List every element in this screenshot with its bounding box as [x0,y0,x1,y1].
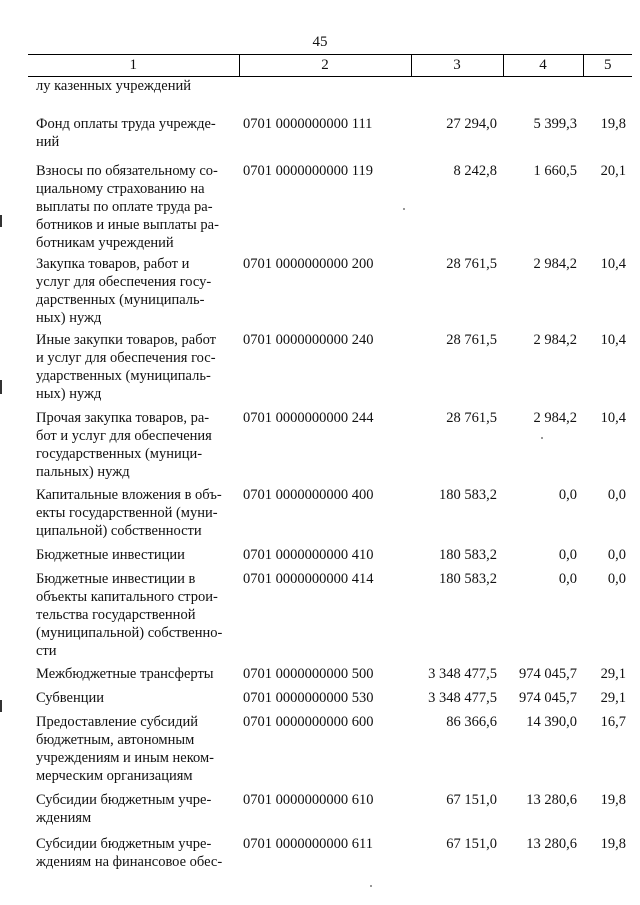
scan-speck [403,208,405,210]
row-code [239,77,411,115]
row-plan: 67 151,0 [446,791,497,808]
scan-margin-mark [0,215,2,227]
table-row [28,331,632,409]
row-percent: 10,4 [600,255,626,272]
table-row [28,77,632,115]
row-code: 0701 0000000000 400 [243,486,374,503]
row-name: Предоставление субсидий бюджетным, автономным учреждениям и иным неком- мерческим организациям [36,713,214,784]
row-plan: 8 242,8 [453,162,497,179]
scan-speck [541,437,543,439]
row-code: 0701 0000000000 414 [243,570,374,587]
row-code: 0701 0000000000 600 [243,713,374,730]
page-number: 45 [312,34,328,50]
table-row [28,115,632,162]
row-name: Субвенции [36,689,104,706]
row-percent: 10,4 [600,409,626,426]
row-name: Иные закупки товаров, работ и услуг для обеспечения гос- ударственных (муниципаль- ных) нужд [36,331,217,402]
row-code: 0701 0000000000 119 [243,162,373,179]
row-plan: 86 366,6 [446,713,497,730]
row-actual: 0,0 [558,570,577,587]
row-name: Закупка товаров, работ и услуг для обеспечения госу- дарственных (муниципаль- ных) нужд [36,255,212,326]
row-actual: 0,0 [558,546,577,563]
table-row [28,835,632,879]
header-col-3: 3 [411,55,503,77]
row-name: Межбюджетные трансферты [36,665,214,682]
row-actual: 0,0 [558,486,577,503]
table-body [28,77,632,879]
row-percent: 19,8 [600,835,626,852]
row-name: Субсидии бюджетным учре- ждениям [36,791,212,826]
row-actual: 2 984,2 [533,331,577,348]
table-row [28,713,632,791]
table-header [28,55,632,77]
row-actual: 2 984,2 [533,409,577,426]
row-name: Фонд оплаты труда учрежде- ний [36,115,216,150]
row-percent: 19,8 [600,791,626,808]
table-row [28,689,632,713]
header-col-4: 4 [503,55,583,77]
header-col-5: 5 [583,55,632,77]
table-row [28,791,632,835]
row-percent: 19,8 [600,115,626,132]
table-row [28,486,632,546]
row-actual: 1 660,5 [533,162,577,179]
table-row [28,570,632,665]
row-percent: 0,0 [607,486,626,503]
scan-speck [370,885,372,887]
row-name: Субсидии бюджетным учре- ждениям на финансовое обес- [36,835,223,870]
budget-table [28,54,632,879]
row-actual: 974 045,7 [519,689,577,706]
row-plan: 27 294,0 [446,115,497,132]
scan-margin-mark [0,380,2,394]
row-plan: 180 583,2 [439,486,497,503]
row-plan: 180 583,2 [439,546,497,563]
row-percent: 29,1 [600,689,626,706]
row-percent [583,77,632,115]
header-col-1: 1 [28,55,239,77]
budget-table-container [28,54,632,879]
row-percent: 0,0 [607,570,626,587]
header-row [28,55,632,77]
row-code: 0701 0000000000 530 [243,689,374,706]
table-row [28,409,632,486]
row-percent: 0,0 [607,546,626,563]
scan-margin-mark [0,700,2,712]
row-actual: 13 280,6 [526,835,577,852]
table-row [28,546,632,570]
table-row [28,162,632,255]
row-code: 0701 0000000000 111 [243,115,373,132]
row-code: 0701 0000000000 240 [243,331,374,348]
row-plan: 3 348 477,5 [428,665,497,682]
row-actual: 13 280,6 [526,791,577,808]
row-name: Взносы по обязательному со- циальному страхованию на выплаты по оплате труда ра- ботников и иные выплаты ра- ботникам учреждений [36,162,219,251]
row-name: Бюджетные инвестиции в объекты капитального строи- тельства государственной (муниципальной) собственно- сти [36,570,223,659]
row-plan: 67 151,0 [446,835,497,852]
table-row [28,665,632,689]
row-plan: 180 583,2 [439,570,497,587]
row-percent: 16,7 [600,713,626,730]
row-percent: 10,4 [600,331,626,348]
row-plan [411,77,503,115]
row-plan: 3 348 477,5 [428,689,497,706]
row-name: лу казенных учреждений [36,78,192,94]
row-actual [503,77,583,115]
row-code: 0701 0000000000 244 [243,409,374,426]
row-percent: 20,1 [600,162,626,179]
header-col-2: 2 [239,55,411,77]
row-actual: 14 390,0 [526,713,577,730]
row-code: 0701 0000000000 610 [243,791,374,808]
row-code: 0701 0000000000 410 [243,546,374,563]
table-row [28,255,632,331]
row-percent: 29,1 [600,665,626,682]
row-actual: 974 045,7 [519,665,577,682]
row-code: 0701 0000000000 200 [243,255,374,272]
row-name: Капитальные вложения в объ- екты государственной (муни- ципальной) собственности [36,486,222,539]
row-actual: 2 984,2 [533,255,577,272]
row-plan: 28 761,5 [446,409,497,426]
row-name: Бюджетные инвестиции [36,546,185,563]
row-plan: 28 761,5 [446,255,497,272]
row-name: Прочая закупка товаров, ра- бот и услуг для обеспечения государственных (муници- пальных) нужд [36,409,212,480]
row-actual: 5 399,3 [533,115,577,132]
row-code: 0701 0000000000 500 [243,665,374,682]
row-code: 0701 0000000000 611 [243,835,373,852]
row-plan: 28 761,5 [446,331,497,348]
